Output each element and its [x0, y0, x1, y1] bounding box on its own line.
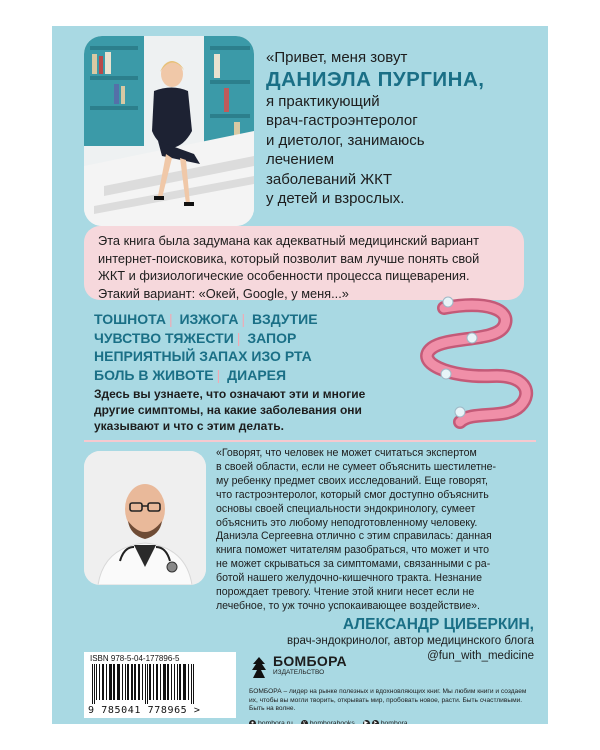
symptom: ИЗЖОГА [179, 311, 239, 327]
description-line: Этакий вариант: «Окей, Google, у меня...» [98, 285, 349, 301]
symptom: ЗАПОР [247, 329, 297, 346]
symptom: НЕПРИЯТНЫЙ ЗАПАХ ИЗО РТА [94, 348, 312, 364]
barcode-bar [94, 664, 95, 704]
publisher-logo [249, 654, 539, 682]
globe-icon: ● [249, 720, 256, 725]
barcode-bar [102, 664, 104, 700]
barcode-bar [188, 664, 189, 700]
symptom: ТОШНОТА [94, 311, 166, 327]
publisher-socials [249, 720, 539, 725]
barcode-bar [177, 664, 178, 700]
isbn-text: ISBN 978-5-04-177896-5 [90, 654, 180, 663]
barcode-number: 9 785041 778965 > [88, 705, 201, 716]
social-vk[interactable]: v bomborabooks [301, 720, 355, 725]
barcode-bar [125, 664, 126, 700]
barcode-bar [147, 664, 148, 704]
section-divider [84, 440, 536, 442]
description-line: ЖКТ и физиологические особенности процесса пищеварения. [98, 268, 470, 283]
barcode [88, 664, 232, 704]
author-intro [266, 48, 536, 209]
learn-line: указывают и что с этим делать. [94, 419, 284, 433]
barcode-bar [127, 664, 129, 700]
bombora-logo-icon [249, 656, 269, 680]
publisher-description: БОМБОРА – лидер на рынке полезных и вдохновляющих книг. Мы любим книги и создаем их, чтобы вы могли творить, открывать мир, пробовать новое, расти. Быть счастливыми. Быть на волне. [249, 688, 527, 712]
barcode-bar [191, 664, 192, 704]
barcode-bar [174, 664, 175, 700]
barcode-bar [92, 664, 93, 704]
reviewer-handle: @fun_with_medicine [427, 650, 534, 662]
intro-line: лечением [266, 151, 335, 168]
publisher-name: БОМБОРА [273, 653, 347, 669]
barcode-bar [156, 664, 158, 700]
barcode-bar [131, 664, 133, 700]
barcode-bar [122, 664, 123, 700]
barcode-bar [149, 664, 151, 700]
description-line: Эта книга была задумана как адекватный медицинский вариант [98, 233, 479, 248]
intro-line: «Привет, меня зовут [266, 49, 408, 66]
intro-line: врач-гастроэнтеролог [266, 112, 418, 129]
quote-line: ботой нашего желудочно-кишечного тракта. Незнание [216, 572, 482, 585]
quote-line: му ребенку предмет своих исследований. Еще говорят, [216, 474, 488, 487]
intro-line: и диетолог, занимаюсь [266, 131, 425, 149]
author-name: ДАНИЭЛА ПУРГИНА, [266, 67, 485, 91]
barcode-bar [134, 664, 136, 700]
social-website[interactable]: ● bombora.ru [249, 720, 293, 725]
symptom: ЧУВСТВО ТЯЖЕСТИ [94, 329, 234, 346]
barcode-bar [167, 664, 169, 700]
publisher-block [249, 654, 539, 724]
intro-line: заболеваний ЖКТ [266, 170, 393, 188]
publisher-sub: ИЗДАТЕЛЬСТВО [273, 669, 325, 676]
symptom: БОЛЬ В ЖИВОТЕ [94, 366, 214, 383]
learn-line: Здесь вы узнаете, что означают эти и многие [94, 387, 366, 401]
barcode-bar [193, 664, 194, 704]
quote-line: что гастроэнтеролог, который смог доступно объяснить [216, 488, 489, 501]
symptoms-list: ТОШНОТА | ИЗЖОГА | ВЗДУТИЕ ЧУВСТВО ТЯЖЕСТИ | ЗАПОР НЕПРИЯТНЫЙ ЗАПАХ ИЗО РТА БОЛЬ В ЖИВОТЕ | ДИАРЕЯ [94, 311, 318, 383]
author-photo [84, 36, 254, 226]
barcode-bar [99, 664, 100, 700]
barcode-bar [163, 664, 166, 700]
reviewer-photo [84, 451, 206, 585]
reviewer-name: АЛЕКСАНДР ЦИБЕРКИН, [342, 616, 534, 633]
symptom: ДИАРЕЯ [227, 366, 287, 383]
barcode-bar [179, 664, 181, 700]
barcode-bar [145, 664, 146, 704]
quote-line: объяснить это любому неподготовленному человеку. [216, 516, 478, 529]
quote-line: «Говорят, что человек не может считаться экспертом [216, 447, 477, 459]
reviewer-quote [216, 447, 534, 614]
learn-text [94, 386, 394, 434]
play-icon: ▶ [363, 720, 370, 725]
barcode-bar [160, 664, 161, 700]
social-telegram[interactable]: ▶ ➤ bombora [363, 720, 408, 725]
intro-line: я практикующий [266, 92, 380, 110]
barcode-bar [113, 664, 115, 700]
barcode-bar [138, 664, 140, 700]
quote-line: основы своей специальности эндокринологу, сумеет [216, 502, 476, 515]
barcode-bar [183, 664, 186, 700]
barcode-bar [109, 664, 112, 700]
description-line: интернет-поисковика, который позволит вам лучше понять свой [98, 250, 480, 266]
quote-line: книга поможет читателям разобраться, что может и что [216, 544, 489, 557]
barcode-bar [117, 664, 120, 700]
symptom: ВЗДУТИЕ [252, 311, 318, 327]
vk-icon: v [301, 720, 308, 725]
barcode-bar [171, 664, 172, 700]
quote-line: Даниэла Сергеевна отлично с этим справилась: данная [216, 530, 492, 543]
quote-line: не может скрываться за симптомами, связанными с ра- [216, 558, 491, 571]
barcode-bar [142, 664, 143, 700]
book-back-cover [52, 26, 548, 724]
reviewer-role: врач-эндокринолог, автор медицинского блога [287, 635, 534, 647]
telegram-icon: ➤ [372, 720, 379, 725]
quote-line: в своей области, если не сумеет объяснить шестилетне- [216, 460, 497, 473]
quote-line: порождает тревогу. Чтение этой книги несет если не [216, 586, 475, 599]
barcode-bar [106, 664, 107, 700]
barcode-box [84, 652, 236, 718]
learn-line: другие симптомы, на какие заболевания они [94, 403, 362, 417]
intro-line: у детей и взрослых. [266, 190, 405, 207]
barcode-bar [153, 664, 154, 700]
barcode-bar [96, 664, 97, 700]
quote-line: лечебное, то уж точно успокаивающее воздействие». [216, 599, 480, 612]
